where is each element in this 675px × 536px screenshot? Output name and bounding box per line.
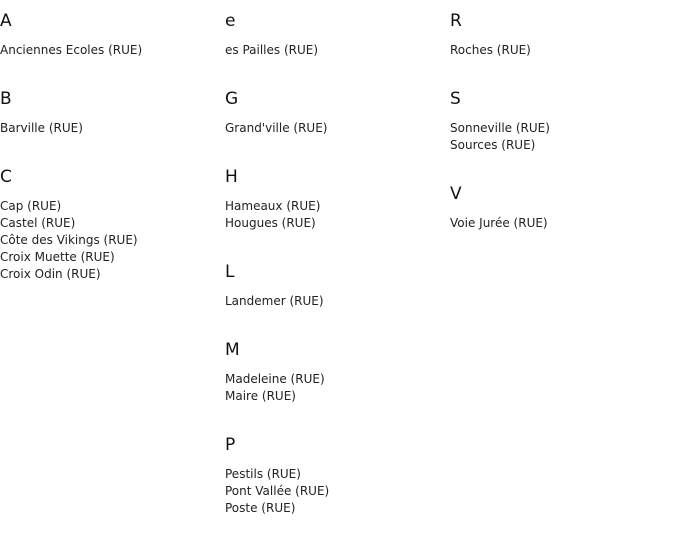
street-list <box>450 120 675 154</box>
street-link[interactable]: Croix Odin (RUE) <box>0 267 101 281</box>
letter-group-b <box>0 78 225 137</box>
letter-heading: e <box>225 11 236 31</box>
street-index-column-2 <box>225 0 450 536</box>
letter-group-m <box>225 329 450 405</box>
letter-heading: S <box>450 89 461 109</box>
street-list <box>225 371 450 405</box>
street-link[interactable]: Pont Vallée (RUE) <box>225 484 330 498</box>
street-link[interactable]: es Pailles (RUE) <box>225 43 319 57</box>
street-link[interactable]: Poste (RUE) <box>225 501 296 515</box>
street-link[interactable]: Landemer (RUE) <box>225 294 324 308</box>
street-link[interactable]: Hameaux (RUE) <box>225 199 321 213</box>
street-link[interactable]: Cap (RUE) <box>0 199 62 213</box>
letter-group-l <box>225 251 450 310</box>
street-list <box>0 42 225 59</box>
street-list <box>225 42 450 59</box>
street-list <box>0 198 225 283</box>
letter-heading: M <box>225 340 240 360</box>
letter-group-g <box>225 78 450 137</box>
street-list <box>225 120 450 137</box>
letter-group-c <box>0 156 225 283</box>
letter-heading: R <box>450 11 462 31</box>
letter-group-r <box>450 0 675 59</box>
street-list <box>0 120 225 137</box>
letter-group-v <box>450 173 675 232</box>
street-link[interactable]: Côte des Vikings (RUE) <box>0 233 138 247</box>
street-list <box>450 42 675 59</box>
letter-heading: G <box>225 89 239 109</box>
street-link[interactable]: Madeleine (RUE) <box>225 372 325 386</box>
street-list <box>225 293 450 310</box>
letter-heading: P <box>225 435 236 455</box>
letter-group-p <box>225 424 450 517</box>
letter-group-e <box>225 0 450 59</box>
street-list <box>225 466 450 517</box>
letter-heading: L <box>225 262 235 282</box>
street-link[interactable]: Pestils (RUE) <box>225 467 301 481</box>
street-link[interactable]: Barville (RUE) <box>0 121 83 135</box>
street-link[interactable]: Anciennes Ecoles (RUE) <box>0 43 143 57</box>
letter-heading: C <box>0 167 12 187</box>
letter-group-a <box>0 0 225 59</box>
street-link[interactable]: Hougues (RUE) <box>225 216 316 230</box>
street-link[interactable]: Sources (RUE) <box>450 138 536 152</box>
street-link[interactable]: Maire (RUE) <box>225 389 296 403</box>
letter-heading: H <box>225 167 238 187</box>
street-link[interactable]: Croix Muette (RUE) <box>0 250 115 264</box>
street-link[interactable]: Grand'ville (RUE) <box>225 121 328 135</box>
street-index-column-1 <box>0 0 225 302</box>
street-link[interactable]: Voie Jurée (RUE) <box>450 216 548 230</box>
letter-group-s <box>450 78 675 154</box>
street-list <box>225 198 450 232</box>
street-link[interactable]: Castel (RUE) <box>0 216 76 230</box>
street-list <box>450 215 675 232</box>
street-link[interactable]: Roches (RUE) <box>450 43 531 57</box>
letter-group-h <box>225 156 450 232</box>
letter-heading: V <box>450 184 462 204</box>
street-link[interactable]: Sonneville (RUE) <box>450 121 550 135</box>
letter-heading: A <box>0 11 12 31</box>
street-index-column-3 <box>450 0 675 251</box>
letter-heading: B <box>0 89 12 109</box>
